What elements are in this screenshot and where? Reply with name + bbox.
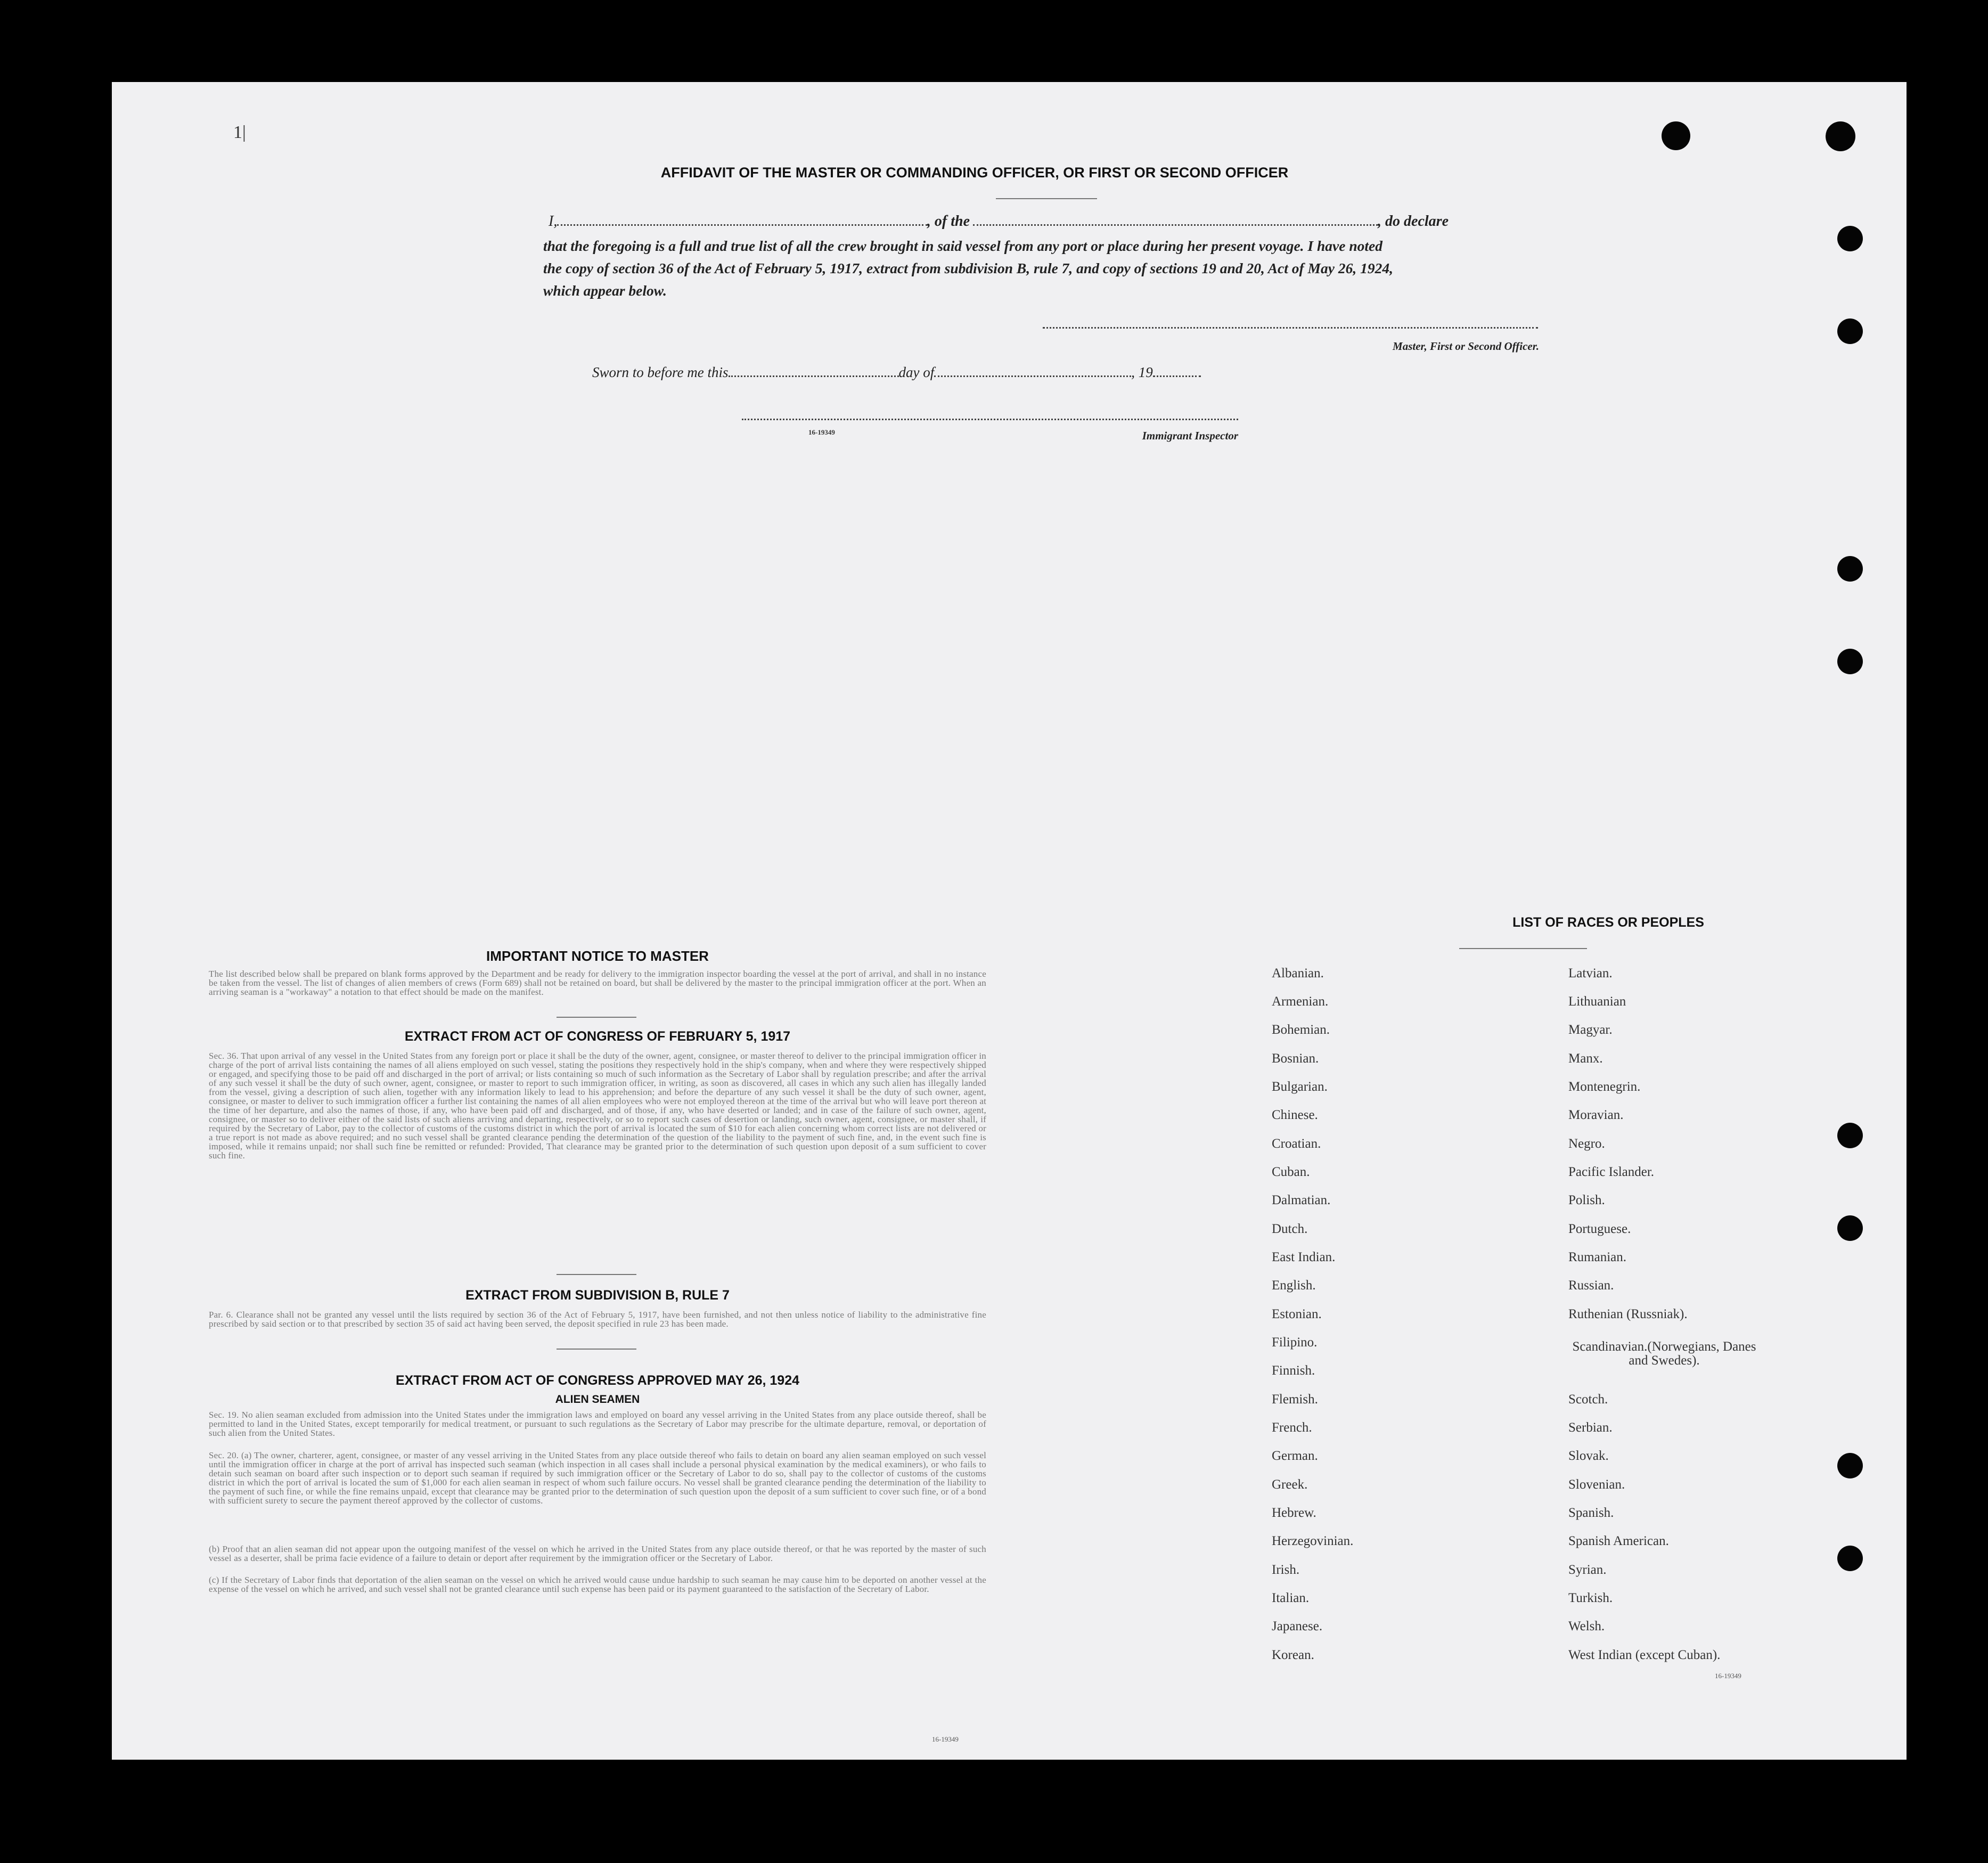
extract-1917-title: EXTRACT FROM ACT OF CONGRESS OF FEBRUARY 5, 1917 <box>404 1029 791 1044</box>
race-item: Lithuanian <box>1568 994 1626 1009</box>
sec20b-text: (b) Proof that an alien seaman did not appear upon the outgoing manifest of the vessel on which he arrived in the United States from any place outside thereof, or that he was reported by the master of such vessel as a deserter, shall be prima facie evidence of a failure to detain or deport after requirement by the immigration officer or the Secretary of Labor. <box>209 1545 986 1563</box>
race-item: Spanish. <box>1568 1506 1614 1520</box>
race-item: Cuban. <box>1272 1165 1310 1179</box>
section-divider <box>557 1349 636 1350</box>
race-item: English. <box>1272 1278 1316 1293</box>
punch-hole-icon <box>1837 556 1863 582</box>
punch-hole-icon <box>1837 649 1863 674</box>
race-item: Turkish. <box>1568 1591 1613 1605</box>
race-item: Chinese. <box>1272 1108 1318 1122</box>
race-item: Spanish American. <box>1568 1534 1669 1548</box>
race-item: Slovenian. <box>1568 1477 1625 1492</box>
race-item: Syrian. <box>1568 1563 1607 1577</box>
affidavit-line1 <box>549 213 1449 230</box>
race-item: Flemish. <box>1272 1392 1318 1407</box>
race-item: Italian. <box>1272 1591 1310 1605</box>
officer-signature-field[interactable] <box>1043 327 1538 329</box>
race-item: Polish. <box>1568 1193 1605 1207</box>
race-item: West Indian (except Cuban). <box>1568 1648 1721 1662</box>
punch-hole-icon <box>1837 1123 1863 1148</box>
name-field[interactable] <box>557 214 927 226</box>
inspector-label: Immigrant Inspector <box>1142 429 1238 442</box>
form-page <box>112 82 1907 1760</box>
race-item: Armenian. <box>1272 994 1329 1009</box>
punch-hole-icon <box>1837 1453 1863 1478</box>
race-item: Moravian. <box>1568 1108 1624 1122</box>
race-item: Bulgarian. <box>1272 1080 1328 1094</box>
affidavit-i: I, <box>549 213 558 230</box>
year-label: , 19 <box>1131 364 1153 380</box>
sworn-day-field[interactable] <box>729 365 899 377</box>
race-item: Scotch. <box>1568 1392 1608 1407</box>
race-item: Filipino. <box>1272 1335 1318 1350</box>
vessel-field[interactable] <box>973 214 1378 226</box>
race-item: Finnish. <box>1272 1363 1315 1378</box>
races-form-number: 16-19349 <box>1715 1672 1741 1680</box>
punch-hole-icon <box>1837 1546 1863 1571</box>
race-item: Welsh. <box>1568 1619 1605 1633</box>
race-item: Greek. <box>1272 1477 1308 1492</box>
race-item: Latvian. <box>1568 966 1613 980</box>
affidavit-title-rule <box>996 198 1097 199</box>
punch-hole-icon <box>1837 318 1863 344</box>
race-item: Hebrew. <box>1272 1506 1316 1520</box>
races-title-rule <box>1459 948 1587 949</box>
race-item: Negro. <box>1568 1137 1605 1151</box>
race-item: Magyar. <box>1568 1023 1613 1037</box>
section-divider <box>557 1017 636 1018</box>
affidavit-line2: that the foregoing is a full and true list of all the crew brought in said vessel from any port or place during her present voyage. I have noted <box>543 238 1382 254</box>
race-item: Montenegrin. <box>1568 1080 1641 1094</box>
punch-hole-icon <box>1662 121 1690 150</box>
race-item: Korean. <box>1272 1648 1314 1662</box>
extract-1924-title: EXTRACT FROM ACT OF CONGRESS APPROVED MAY 26, 1924 <box>395 1373 800 1388</box>
race-item: Dalmatian. <box>1272 1193 1331 1207</box>
sworn-line <box>592 364 1364 381</box>
affidavit-line4: which appear below. <box>543 282 667 299</box>
race-item: Irish. <box>1272 1563 1300 1577</box>
race-item: Japanese. <box>1272 1619 1323 1633</box>
race-item: Serbian. <box>1568 1420 1613 1435</box>
alien-seamen-subtitle: ALIEN SEAMEN <box>555 1393 640 1406</box>
race-item: Portuguese. <box>1568 1222 1631 1236</box>
race-item: Croatian. <box>1272 1137 1321 1151</box>
race-item: Dutch. <box>1272 1222 1308 1236</box>
margin-mark: 1| <box>233 122 246 142</box>
race-item: German. <box>1272 1449 1318 1463</box>
extract-form-number: 16-19349 <box>932 1735 959 1743</box>
races-title: LIST OF RACES OR PEOPLES <box>1512 915 1704 930</box>
punch-hole-icon <box>1837 1215 1863 1241</box>
punch-hole-icon <box>1837 226 1863 251</box>
sworn-month-field[interactable] <box>934 365 1131 377</box>
affidavit-of-the: , of the <box>927 213 970 230</box>
race-item: Bosnian. <box>1272 1051 1319 1066</box>
race-item: Ruthenian (Russniak). <box>1568 1307 1688 1321</box>
punch-hole-icon <box>1826 121 1855 151</box>
affidavit-declare: , do declare <box>1378 213 1449 230</box>
sworn-label: Sworn to before me this <box>592 364 729 380</box>
sworn-year-field[interactable] <box>1153 365 1201 377</box>
race-item: Herzegovinian. <box>1272 1534 1354 1548</box>
race-item: Russian. <box>1568 1278 1614 1293</box>
race-item: Albanian. <box>1272 966 1324 980</box>
extract-1917-text: Sec. 36. That upon arrival of any vessel in the United States from any foreign port or place it shall be the duty of the owner, agent, consignee, or master thereof to deliver to the principal immigration officer in charge of the port of arrival lists containing the names of all aliens employed on such vessel, stating the positions they respectively hold in the ship's company, when and where they were respectively shipped or engaged, and specifying those to be paid off and discharged in the port of arrival; or lists containing so much of such information as the Secretary of Labor shall by regulation prescribe; and after the arrival of any such vessel it shall be the duty of such owner, agent, consignee, or master to report to such immigration officer, in writing, as soon as discovered, all cases in which any such alien has illegally landed from the vessel, giving a description of such alien, together with any information likely to lead to his apprehension; and before the departure of any such vessel it shall be the duty of such owner, agent, consignee, or master to deliver to such immigration officer a further list containing the names of all alien employees who were not employed thereon at the time of the arrival but who will leave port thereon at the time of her departure, and also the names of those, if any, who have been paid off and discharged, and of those, if any, who have deserted or landed; and in case of the failure of such owner, agent, consignee, or master so to deliver either of the said lists of such aliens arriving and departing, respectively, or so to report such cases of desertion or landing, such owner, agent, consignee, or master shall, if required by the Secretary of Labor, pay to the collector of customs of the customs district in which the port of arrival is located the sum of $10 for each alien concerning whom correct lists are not delivered or a true report is not made as above required; and no such vessel shall be granted clearance pending the determination of the question of the liability to the payment of such fine, and, in the event such fine is imposed, while it remains unpaid; nor shall such fine be remitted or refunded: Provided, That clearance may be granted prior to the determination of such question upon deposit of a sum sufficient to cover such fine. <box>209 1051 986 1161</box>
day-of-label: day of <box>898 364 935 380</box>
race-item: East Indian. <box>1272 1250 1336 1264</box>
race-item: French. <box>1272 1420 1312 1435</box>
race-item: Bohemian. <box>1272 1023 1330 1037</box>
inspector-signature-field[interactable] <box>742 419 1238 420</box>
sec20a-text: Sec. 20. (a) The owner, charterer, agent, consignee, or master of any vessel arriving in the United States from any place outside thereof who fails to detain on board any alien seaman employed on such vessel until the immigration officer in charge at the port of arrival has inspected such seaman (which inspection in all cases shall include a personal physical examination by the medical examiners), or who fails to detain such seaman on board after such inspection or to deport such seaman if required by such immigration officer or the Secretary of Labor to do so, shall pay to the collector of customs of the customs district in which the port of arrival is located the sum of $1,000 for each alien seaman in respect of whom such failure occurs. No vessel shall be granted clearance pending the determination of the liability to the payment of such fine, or while the fine remains unpaid, except that clearance may be granted prior to the determination of such question upon the deposit of a sum sufficient to cover such fine, or of a bond with sufficient surety to secure the payment thereof approved by the collector of customs. <box>209 1451 986 1506</box>
race-item: Estonian. <box>1272 1307 1322 1321</box>
affidavit-title: AFFIDAVIT OF THE MASTER OR COMMANDING OFFICER, OR FIRST OR SECOND OFFICER <box>660 165 1289 181</box>
rule7-title: EXTRACT FROM SUBDIVISION B, RULE 7 <box>465 1288 730 1303</box>
race-item: Rumanian. <box>1568 1250 1627 1264</box>
affidavit-form-number: 16-19349 <box>808 428 835 436</box>
race-item: Manx. <box>1568 1051 1603 1066</box>
sec19-text: Sec. 19. No alien seaman excluded from admission into the United States under the immigration laws and employed on board any vessel arriving in the United States from any place outside thereof, shall be permitted to land in the United States, except temporarily for medical treatment, or pursuant to such regulations as the Secretary of Labor may prescribe for the ultimate departure, removal, or deportation of such alien from the United States. <box>209 1410 986 1438</box>
notice-title: IMPORTANT NOTICE TO MASTER <box>486 948 709 964</box>
affidavit-line3: the copy of section 36 of the Act of February 5, 1917, extract from subdivision B, rule 7, and copy of sections 19 and 20, Act of May 26, 1924, <box>543 260 1393 276</box>
rule7-text: Par. 6. Clearance shall not be granted any vessel until the lists required by section 36 of the Act of February 5, 1917, have been furnished, and not then unless notice of liability to the administrative fine prescribed by said section or to that prescribed by section 35 of said act having been served, the deposit specified in rule 23 has been made. <box>209 1310 986 1329</box>
notice-text: The list described below shall be prepared on blank forms approved by the Department and be ready for delivery to the immigration inspector boarding the vessel at the port of arrival, and shall in no instance be taken from the vessel. The list of changes of alien members of crews (Form 689) shall not be retained on board, but shall be delivered by the master to the principal immigration officer at the port. When an arriving seaman is a "workaway" a notation to that effect should be made on the manifest. <box>209 969 986 997</box>
sec20c-text: (c) If the Secretary of Labor finds that deportation of the alien seaman on the vessel on which he arrived would cause undue hardship to such seaman he may cause him to be deported on another vessel at the expense of the vessel on which he arrived, and such vessel shall not be granted clearance until such expense has been paid or its payment guaranteed to the satisfaction of the Secretary of Labor. <box>209 1575 986 1594</box>
race-item: Scandinavian.(Norwegians, Danes and Swedes). <box>1572 1339 1756 1368</box>
race-item: Slovak. <box>1568 1449 1609 1463</box>
race-item: Pacific Islander. <box>1568 1165 1655 1179</box>
officer-label: Master, First or Second Officer. <box>1393 340 1539 353</box>
section-divider <box>557 1274 636 1275</box>
